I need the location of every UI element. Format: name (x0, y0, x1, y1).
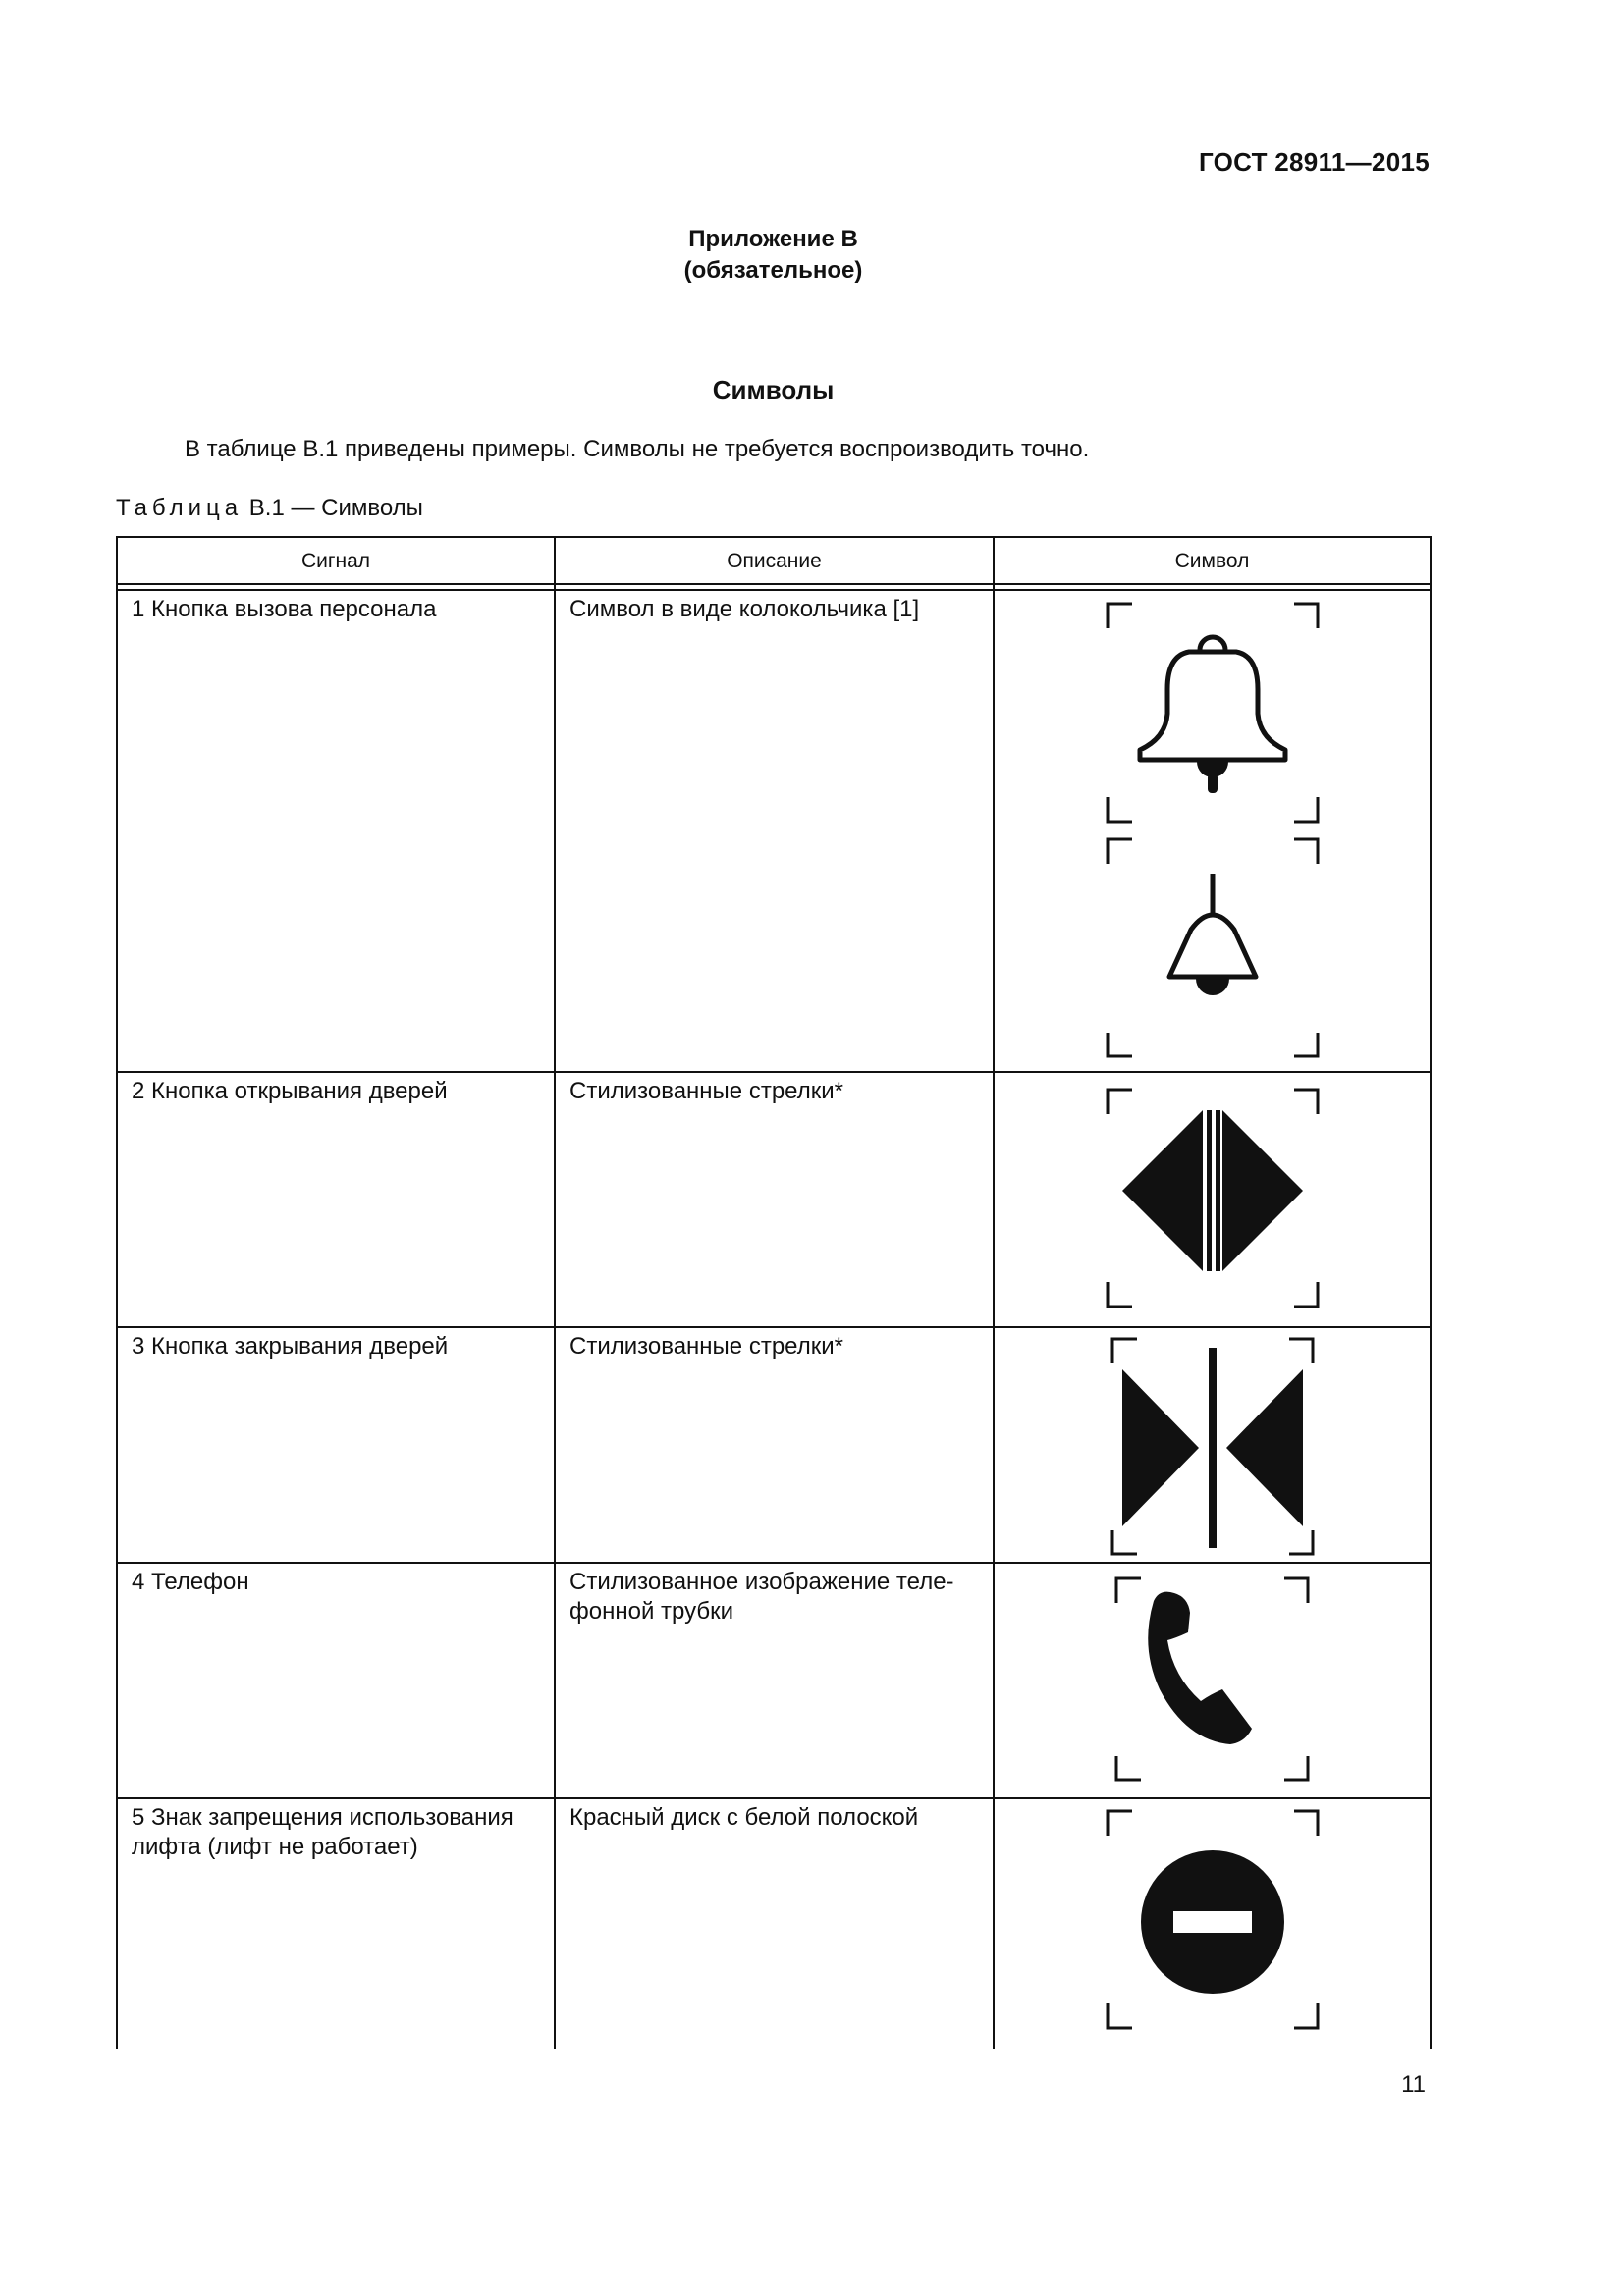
row-1-signal: 1 Кнопка вызова персонала (132, 596, 437, 622)
row-1-description: Символ в виде колокольчика [1] (569, 596, 920, 622)
row-4-signal: 4 Телефон (132, 1569, 249, 1595)
row-3-description: Стилизованные стрелки* (569, 1333, 843, 1360)
door-close-arrows-icon (995, 1328, 1430, 1562)
intro-paragraph: В таблице В.1 приведены примеры. Символы не требуется воспроизводить точно. (185, 436, 1090, 462)
row-4-description: Стилизованное изображение теле-фонной трубки (569, 1569, 954, 1625)
row-2-description: Стилизованные стрелки* (569, 1078, 843, 1104)
telephone-handset-icon (995, 1564, 1430, 1797)
no-entry-disc-icon (995, 1799, 1430, 2049)
column-header-signal: Сигнал (300, 550, 371, 572)
appendix-title: Приложение В (688, 226, 858, 252)
table-caption (116, 495, 423, 522)
section-title: Символы (712, 375, 835, 404)
column-header-description: Описание (727, 550, 822, 572)
table-caption-word: Таблица (116, 495, 244, 521)
door-open-arrows-icon (995, 1073, 1430, 1326)
row-5-signal: 5 Знак запрещения использования лифта (лифт не работает) (132, 1804, 514, 1860)
page-number: 11 (1401, 2071, 1426, 2098)
appendix-status: (обязательное) (683, 257, 863, 284)
appendix-heading (0, 224, 1546, 287)
table-caption-rest: В.1 — Символы (248, 495, 423, 521)
bell-icon (995, 591, 1430, 1071)
symbols-table (116, 536, 1432, 2049)
row-2-signal: 2 Кнопка открывания дверей (132, 1078, 448, 1104)
row-5-description: Красный диск с белой полоской (569, 1804, 919, 1831)
row-3-signal: 3 Кнопка закрывания дверей (132, 1333, 449, 1360)
standard-code: ГОСТ 28911—2015 (1198, 147, 1430, 177)
column-header-symbol: Символ (1174, 550, 1250, 572)
